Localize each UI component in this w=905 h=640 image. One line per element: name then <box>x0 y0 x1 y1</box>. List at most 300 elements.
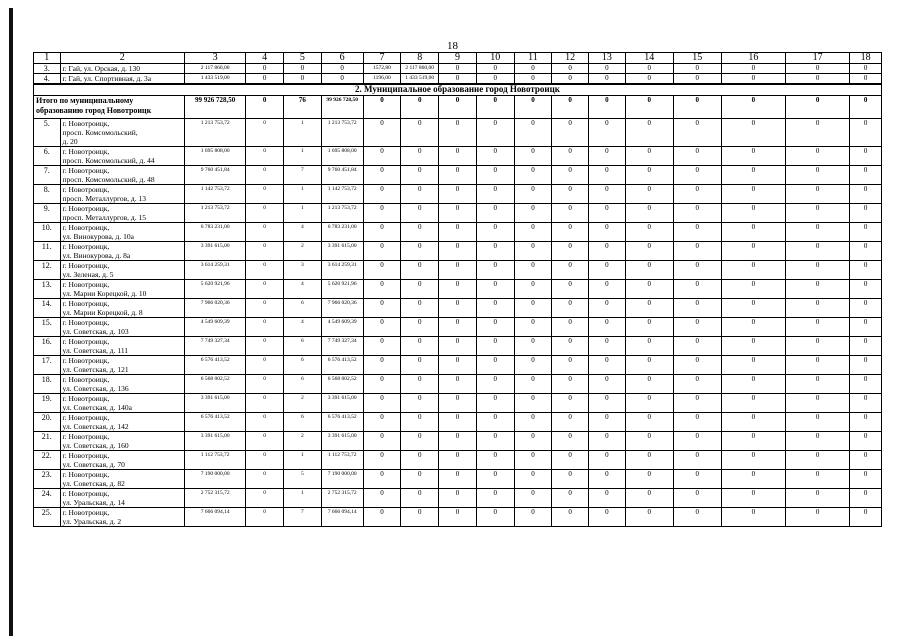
row-cost-repeat: 6 568 002,52 <box>321 375 363 394</box>
row-cost: 7 966 020,36 <box>185 299 246 318</box>
table-cell: 0 <box>850 508 882 527</box>
address-line: просп. Комсомольский, д. 44 <box>62 156 155 165</box>
row-count: 7 <box>283 508 321 527</box>
table-cell: 0 <box>625 299 673 318</box>
table-cell: 0 <box>721 74 785 85</box>
table-row <box>34 318 882 337</box>
row-address <box>60 147 184 166</box>
table-cell: 0 <box>850 299 882 318</box>
table-cell: 0 <box>283 64 321 74</box>
table-cell: 0 <box>721 299 785 318</box>
table-cell: 0 <box>589 74 626 85</box>
table-cell: 0 <box>785 356 849 375</box>
table-cell: 0 <box>401 394 439 413</box>
table-row <box>34 185 882 204</box>
row-cost: 1 695 808,00 <box>185 147 246 166</box>
table-row <box>34 413 882 432</box>
table-row <box>34 489 882 508</box>
address-line: г. Новотроицк, <box>62 356 110 365</box>
table-cell: 0 <box>476 489 514 508</box>
table-cell: 0 <box>514 299 552 318</box>
table-cell: 0 <box>785 96 849 119</box>
row-address: г. Гай, ул. Спортивная, д. 3а <box>60 74 184 85</box>
binding-bar <box>9 8 13 636</box>
row-area: 1572,80 <box>363 64 401 74</box>
table-row <box>34 242 882 261</box>
table-cell: 0 <box>850 204 882 223</box>
row-area: 1196,00 <box>363 74 401 85</box>
row-cost-repeat: 4 549 609,39 <box>321 318 363 337</box>
row-address <box>60 375 184 394</box>
table-cell: 0 <box>514 223 552 242</box>
table-cell: 0 <box>552 394 589 413</box>
row-cost-repeat: 7 190 000,00 <box>321 470 363 489</box>
table-cell: 0 <box>476 451 514 470</box>
table-cell: 0 <box>246 74 284 85</box>
table-cell: 0 <box>476 470 514 489</box>
row-address <box>60 166 184 185</box>
table-cell: 0 <box>363 204 401 223</box>
table-row <box>34 451 882 470</box>
row-address <box>60 489 184 508</box>
table-cell: 0 <box>401 451 439 470</box>
table-cell: 0 <box>401 375 439 394</box>
table-cell: 0 <box>785 242 849 261</box>
address-line: г. Новотроицк, <box>62 451 110 460</box>
table-cell: 0 <box>514 489 552 508</box>
table-cell: 0 <box>514 185 552 204</box>
column-header-7: 7 <box>363 53 401 64</box>
row-cost-repeat: 5 620 921,96 <box>321 280 363 299</box>
row-number: 21. <box>34 432 61 451</box>
table-cell: 0 <box>514 280 552 299</box>
row-cost: 1 213 753,72 <box>185 204 246 223</box>
table-row <box>34 119 882 147</box>
row-address <box>60 432 184 451</box>
table-cell: 0 <box>850 394 882 413</box>
table-cell: 0 <box>363 223 401 242</box>
address-line: ул. Советская, д. 160 <box>62 441 129 450</box>
address-line: ул. Винокурова, д. 10а <box>62 232 134 241</box>
address-line: г. Новотроицк, <box>62 318 110 327</box>
row-number: 6. <box>34 147 61 166</box>
column-header-16: 16 <box>721 53 785 64</box>
address-line: г. Новотроицк, <box>62 470 110 479</box>
row-number: 14. <box>34 299 61 318</box>
table-cell: 0 <box>401 261 439 280</box>
table-cell: 0 <box>850 223 882 242</box>
row-count: 4 <box>283 318 321 337</box>
row-count: 2 <box>283 432 321 451</box>
address-line: г. Новотроицк, <box>62 223 110 232</box>
row-address <box>60 318 184 337</box>
address-line: ул. Советская, д. 111 <box>62 346 129 355</box>
row-number: 16. <box>34 337 61 356</box>
table-cell: 0 <box>439 223 477 242</box>
table-cell: 0 <box>785 451 849 470</box>
table-cell: 0 <box>476 318 514 337</box>
data-table <box>33 52 882 527</box>
table-cell: 0 <box>514 432 552 451</box>
row-count: 5 <box>283 470 321 489</box>
row-cost-total: 1 433 519,00 <box>401 74 439 85</box>
table-cell: 0 <box>625 375 673 394</box>
row-number: 24. <box>34 489 61 508</box>
column-header-6: 6 <box>321 53 363 64</box>
address-line: просп. Комсомольский, д. 48 <box>62 175 155 184</box>
table-cell: 0 <box>363 375 401 394</box>
address-line: ул. Советская, д. 136 <box>62 384 129 393</box>
row-address: г. Гай, ул. Орская, д. 130 <box>60 64 184 74</box>
table-cell: 0 <box>589 337 626 356</box>
table-cell: 0 <box>589 261 626 280</box>
table-cell: 0 <box>850 242 882 261</box>
row-cost: 2 117 860,00 <box>185 64 246 74</box>
row-number: 17. <box>34 356 61 375</box>
section-title-row <box>34 84 882 96</box>
table-cell: 0 <box>673 261 721 280</box>
table-cell: 0 <box>850 185 882 204</box>
table-cell: 0 <box>552 242 589 261</box>
row-cost-repeat: 1 695 808,00 <box>321 147 363 166</box>
row-address <box>60 119 184 147</box>
table-cell: 0 <box>363 508 401 527</box>
table-cell: 0 <box>246 318 284 337</box>
table-cell: 0 <box>850 166 882 185</box>
table-cell: 0 <box>673 356 721 375</box>
table-cell: 0 <box>514 508 552 527</box>
row-cost: 7 190 000,00 <box>185 470 246 489</box>
column-header-17: 17 <box>785 53 849 64</box>
table-cell: 0 <box>785 280 849 299</box>
table-cell: 0 <box>476 119 514 147</box>
row-address <box>60 394 184 413</box>
table-row <box>34 432 882 451</box>
table-cell: 0 <box>439 394 477 413</box>
table-cell: 0 <box>246 223 284 242</box>
row-count: 1 <box>283 185 321 204</box>
row-cost-repeat: 6 576 413,52 <box>321 356 363 375</box>
table-cell: 0 <box>401 242 439 261</box>
table-cell: 0 <box>721 96 785 119</box>
address-line: г. Новотроицк, <box>62 280 110 289</box>
table-cell: 0 <box>363 166 401 185</box>
table-cell: 0 <box>514 74 552 85</box>
table-cell: 0 <box>514 451 552 470</box>
table-cell: 0 <box>589 204 626 223</box>
row-cost-repeat: 3 391 615,00 <box>321 242 363 261</box>
table-cell: 0 <box>589 318 626 337</box>
table-cell: 0 <box>850 451 882 470</box>
column-header-11: 11 <box>514 53 552 64</box>
address-line: ул. Зеленая, д. 5 <box>62 270 114 279</box>
row-number: 9. <box>34 204 61 223</box>
address-line: ул. Советская, д. 140а <box>62 403 132 412</box>
column-header-5: 5 <box>283 53 321 64</box>
table-cell: 0 <box>363 470 401 489</box>
table-cell: 0 <box>552 451 589 470</box>
table-cell: 0 <box>439 166 477 185</box>
table-cell: 0 <box>439 119 477 147</box>
table-cell: 0 <box>785 413 849 432</box>
table-cell: 0 <box>514 96 552 119</box>
table-cell: 0 <box>589 451 626 470</box>
address-line: г. Новотроицк, <box>62 394 110 403</box>
table-row <box>34 299 882 318</box>
table-cell: 0 <box>721 470 785 489</box>
table-cell: 0 <box>514 261 552 280</box>
total-label: Итого по муниципальному образованию город Новотроицк <box>34 96 185 119</box>
row-cost-repeat: 3 391 615,00 <box>321 432 363 451</box>
table-cell: 0 <box>785 394 849 413</box>
address-line: г. Новотроицк, <box>62 432 110 441</box>
column-header-9: 9 <box>439 53 477 64</box>
table-cell: 0 <box>246 432 284 451</box>
table-cell: 0 <box>476 64 514 74</box>
row-count: 6 <box>283 299 321 318</box>
table-cell: 0 <box>439 432 477 451</box>
address-line: г. Новотроицк, <box>62 147 110 156</box>
table-cell: 0 <box>625 451 673 470</box>
table-cell: 0 <box>721 280 785 299</box>
table-cell: 0 <box>785 299 849 318</box>
table-cell: 0 <box>363 119 401 147</box>
table-cell: 0 <box>514 119 552 147</box>
table-cell: 0 <box>673 166 721 185</box>
table-cell: 0 <box>673 451 721 470</box>
table-cell: 0 <box>514 64 552 74</box>
table-cell: 0 <box>552 119 589 147</box>
table-cell: 0 <box>401 508 439 527</box>
table-cell: 0 <box>850 432 882 451</box>
table-cell: 0 <box>552 470 589 489</box>
table-row <box>34 508 882 527</box>
table-cell: 0 <box>514 413 552 432</box>
table-cell: 0 <box>721 185 785 204</box>
table-cell: 0 <box>246 470 284 489</box>
table-cell: 0 <box>625 280 673 299</box>
table-row <box>34 166 882 185</box>
row-number: 4. <box>34 74 61 85</box>
table-cell: 0 <box>625 489 673 508</box>
total-count: 76 <box>283 96 321 119</box>
table-cell: 0 <box>589 432 626 451</box>
table-cell: 0 <box>439 261 477 280</box>
table-cell: 0 <box>246 375 284 394</box>
address-line: г. Новотроицк, <box>62 242 110 251</box>
table-cell: 0 <box>552 166 589 185</box>
table-cell: 0 <box>552 489 589 508</box>
table-cell: 0 <box>673 394 721 413</box>
table-cell: 0 <box>363 299 401 318</box>
address-line: просп. Металлургов, д. 13 <box>62 194 146 203</box>
row-cost: 1 213 753,72 <box>185 119 246 147</box>
table-cell: 0 <box>283 74 321 85</box>
table-cell: 0 <box>552 508 589 527</box>
address-line: г. Новотроицк, <box>62 489 110 498</box>
table-cell: 0 <box>439 74 477 85</box>
row-count: 3 <box>283 261 321 280</box>
address-line: г. Новотроицк, <box>62 413 110 422</box>
row-count: 6 <box>283 337 321 356</box>
table-cell: 0 <box>552 261 589 280</box>
row-cost: 9 760 451,84 <box>185 166 246 185</box>
table-cell: 0 <box>625 394 673 413</box>
table-cell: 0 <box>246 451 284 470</box>
row-cost: 3 391 615,00 <box>185 394 246 413</box>
table-cell: 0 <box>439 470 477 489</box>
table-row <box>34 375 882 394</box>
table-cell: 0 <box>514 242 552 261</box>
address-line: ул. Винокурова, д. 8а <box>62 251 131 260</box>
table-cell: 0 <box>439 242 477 261</box>
table-cell: 0 <box>246 147 284 166</box>
address-line: г. Новотроицк, <box>62 204 110 213</box>
table-cell: 0 <box>721 204 785 223</box>
table-cell: 0 <box>514 356 552 375</box>
row-address <box>60 337 184 356</box>
row-cost: 6 568 002,52 <box>185 375 246 394</box>
row-cost: 3 391 615,00 <box>185 432 246 451</box>
row-cost: 3 391 615,00 <box>185 242 246 261</box>
table-cell: 0 <box>673 413 721 432</box>
table-cell: 0 <box>514 394 552 413</box>
table-cell: 0 <box>552 147 589 166</box>
column-header-2: 2 <box>60 53 184 64</box>
table-cell: 0 <box>625 508 673 527</box>
total-cost: 99 926 728,50 <box>185 96 246 119</box>
table-cell: 0 <box>363 185 401 204</box>
row-count: 1 <box>283 147 321 166</box>
table-cell: 0 <box>552 96 589 119</box>
column-header-1: 1 <box>34 53 61 64</box>
table-cell: 0 <box>625 119 673 147</box>
row-cost: 1 142 753,72 <box>185 185 246 204</box>
row-cost-repeat: 1 142 753,72 <box>321 185 363 204</box>
row-cost: 6 576 413,52 <box>185 413 246 432</box>
row-cost-repeat: 3 614 259,31 <box>321 261 363 280</box>
row-number: 8. <box>34 185 61 204</box>
table-cell: 0 <box>401 280 439 299</box>
table-cell: 0 <box>785 185 849 204</box>
table-cell: 0 <box>589 375 626 394</box>
table-cell: 0 <box>850 147 882 166</box>
row-number: 18. <box>34 375 61 394</box>
table-cell: 0 <box>401 204 439 223</box>
table-cell: 0 <box>476 204 514 223</box>
address-line: ул. Советская, д. 121 <box>62 365 129 374</box>
row-number: 7. <box>34 166 61 185</box>
address-line: г. Новотроицк, <box>62 337 110 346</box>
table-row <box>34 280 882 299</box>
table-cell: 0 <box>552 299 589 318</box>
table-cell: 0 <box>439 508 477 527</box>
table-cell: 0 <box>850 470 882 489</box>
table-cell: 0 <box>476 375 514 394</box>
table-row <box>34 223 882 242</box>
table-cell: 0 <box>673 337 721 356</box>
row-address <box>60 413 184 432</box>
row-count: 1 <box>283 204 321 223</box>
table-cell: 0 <box>439 413 477 432</box>
column-header-18: 18 <box>850 53 882 64</box>
table-cell: 0 <box>850 64 882 74</box>
table-cell: 0 <box>785 432 849 451</box>
table-cell: 0 <box>589 394 626 413</box>
table-cell: 0 <box>439 204 477 223</box>
table-cell: 0 <box>625 470 673 489</box>
table-cell: 0 <box>246 356 284 375</box>
row-address <box>60 204 184 223</box>
table-cell: 0 <box>246 242 284 261</box>
table-cell: 0 <box>589 356 626 375</box>
table-cell: 0 <box>246 96 284 119</box>
table-cell: 0 <box>589 508 626 527</box>
row-count: 2 <box>283 394 321 413</box>
table-cell: 0 <box>785 64 849 74</box>
table-cell: 0 <box>476 74 514 85</box>
table-cell: 0 <box>625 223 673 242</box>
row-address <box>60 356 184 375</box>
table-body <box>34 53 882 527</box>
table-cell: 0 <box>439 356 477 375</box>
table-cell: 0 <box>552 223 589 242</box>
address-line: г. Новотроицк, <box>62 508 110 517</box>
table-cell: 0 <box>439 299 477 318</box>
row-number: 5. <box>34 119 61 147</box>
table-cell: 0 <box>401 119 439 147</box>
table-cell: 0 <box>625 318 673 337</box>
table-cell: 0 <box>785 337 849 356</box>
row-number: 22. <box>34 451 61 470</box>
table-cell: 0 <box>721 261 785 280</box>
table-cell: 0 <box>246 508 284 527</box>
row-count: 1 <box>283 489 321 508</box>
row-cost: 1 112 753,72 <box>185 451 246 470</box>
table-cell: 0 <box>363 337 401 356</box>
table-cell: 0 <box>850 74 882 85</box>
address-line: просп. Металлургов, д. 15 <box>62 213 146 222</box>
table-cell: 0 <box>363 356 401 375</box>
table-row <box>34 337 882 356</box>
table-cell: 0 <box>721 64 785 74</box>
table-cell: 0 <box>363 147 401 166</box>
row-address <box>60 280 184 299</box>
table-cell: 0 <box>439 375 477 394</box>
table-cell: 0 <box>439 147 477 166</box>
address-line: г. Новотроицк, <box>62 261 110 270</box>
table-cell: 0 <box>785 204 849 223</box>
table-cell: 0 <box>625 185 673 204</box>
table-cell: 0 <box>673 64 721 74</box>
row-number: 15. <box>34 318 61 337</box>
address-line: д. 20 <box>62 137 78 146</box>
table-cell: 0 <box>476 508 514 527</box>
row-number: 13. <box>34 280 61 299</box>
table-cell: 0 <box>589 185 626 204</box>
table-cell: 0 <box>673 432 721 451</box>
table-cell: 0 <box>625 64 673 74</box>
table-cell: 0 <box>589 166 626 185</box>
table-cell: 0 <box>589 223 626 242</box>
row-number: 10. <box>34 223 61 242</box>
row-count: 6 <box>283 413 321 432</box>
row-number: 11. <box>34 242 61 261</box>
row-address <box>60 508 184 527</box>
row-cost: 4 549 609,39 <box>185 318 246 337</box>
address-line: ул. Советская, д. 103 <box>62 327 129 336</box>
column-header-14: 14 <box>625 53 673 64</box>
